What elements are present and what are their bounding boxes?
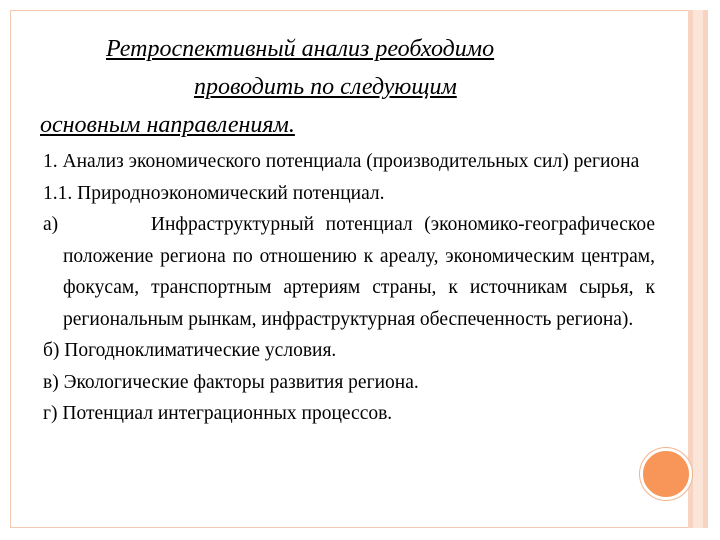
title-line-1: Ретроспективный анализ реобходимо (106, 36, 495, 62)
decorative-side-stripe-inner (693, 10, 703, 528)
item-c: в) Экологические факторы развития региона. (43, 371, 419, 393)
slide-body (43, 146, 655, 430)
item-d: г) Потенциал интеграционных процессов. (43, 403, 393, 424)
item-1: 1. Анализ экономического потенциала (производительных сил) региона (43, 151, 640, 172)
item-1-1: 1.1. Природноэкономический потенциал. (43, 182, 385, 204)
title-line-3: основным направлениям. (40, 112, 295, 138)
item-a: а) Инфраструктурный потенциал (экономико-географическое положение региона по отношению к ареалу, экономическим центрам, фокусам, транспортным артериям страны, к источникам сырья, к региональным рынкам, инфраструктурная обеспеченность региона). (43, 214, 655, 330)
slide-title (40, 30, 660, 144)
title-line-2: проводить по следующим (194, 74, 457, 100)
decorative-circle (640, 448, 692, 500)
item-b: б) Погодноклиматические условия. (43, 340, 337, 361)
